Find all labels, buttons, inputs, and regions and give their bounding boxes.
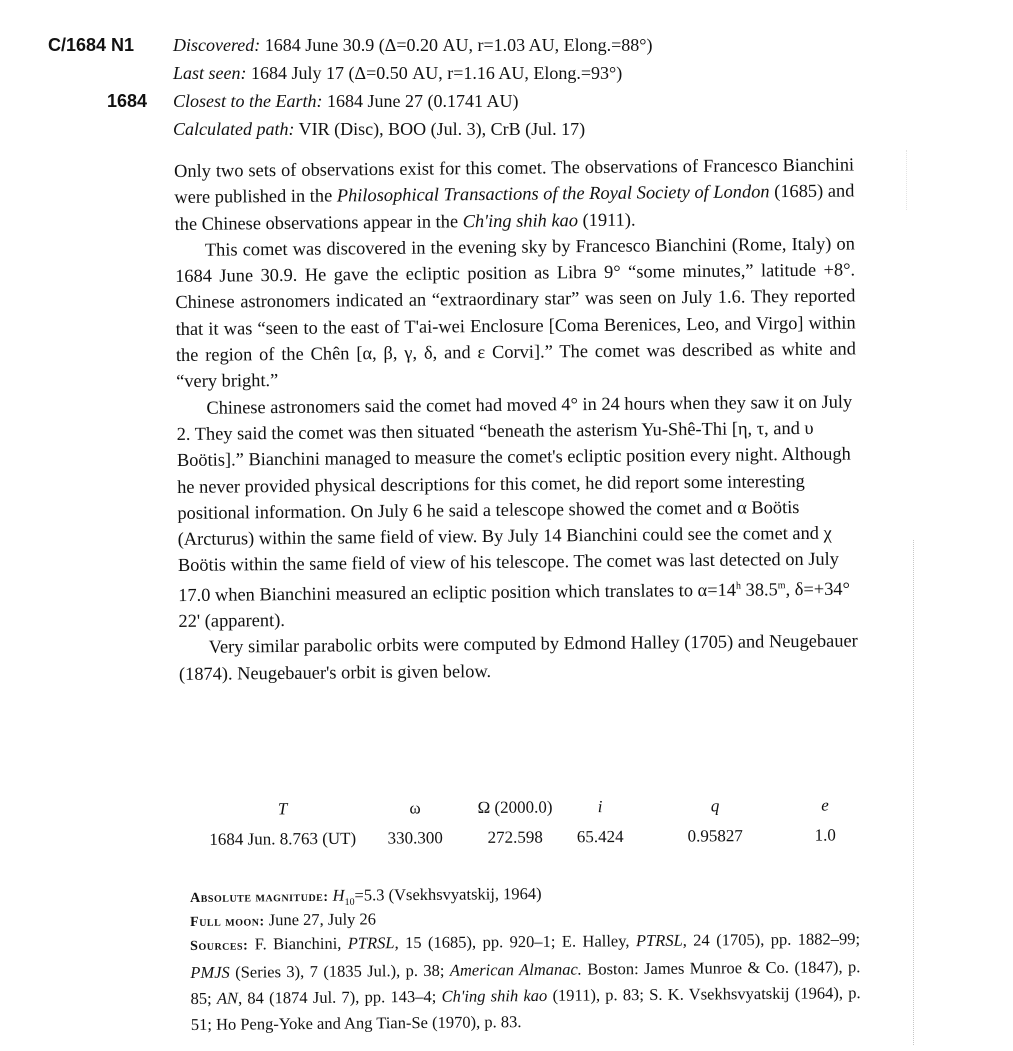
path-label: Calculated path: — [173, 119, 295, 139]
closest-value: 1684 June 27 (0.1741 AU) — [327, 91, 519, 111]
orbit-header-row — [190, 795, 860, 830]
p3-hour-sup: h — [735, 580, 741, 592]
abs-mag-subscript: 10 — [344, 896, 355, 908]
orbit-cell-i: 65.424 — [576, 826, 624, 847]
paragraph-1 — [174, 151, 855, 236]
full-moon-label: Full moon: — [190, 914, 265, 930]
last-seen-line — [173, 63, 622, 84]
last-seen-label: Last seen: — [173, 63, 247, 83]
orbit-header-q: q — [710, 796, 720, 816]
sources-text-4: (Series 3), 7 (1835 Jul.), p. 38; — [229, 960, 450, 982]
p1-text-c: (1911). — [577, 209, 636, 230]
sources-text-7: (1911), p. 83; S. K. Vsekhsvyatskij (1964), p. 51; Ho Peng-Yoke and Ang Tian-Se (1970), p. 83. — [190, 983, 861, 1034]
orbit-header-i: i — [597, 797, 603, 817]
p3-text-a: Chinese astronomers said the comet had moved 4° in 24 hours when they saw it on July 2. They said the comet was then situated “beneath the asterism Yu-Shê-Thi [η, τ, and υ Boötis].” Bianchini managed to measure the comet's ecliptic position every night. Although he never provided physical descriptions for this comet, he did report some interesting positional information. On July 6 he said a telescope showed the comet and α Boötis (Arcturus) within the same field of view. By July 14 Bianchini could see the comet and χ Boötis within the same field of view of his telescope. The comet was last detected on July 17.0 when Bianchini measured an ecliptic position which translates to α=14 — [176, 391, 853, 605]
orbit-table — [190, 795, 860, 860]
paragraph-4: Very similar parabolic orbits were computed by Edmond Halley (1705) and Neugebauer (1874). Neugebauer's orbit is given below. — [178, 630, 858, 684]
p3-text-b: 38.5 — [740, 579, 778, 600]
sources-pmjs: PMJS — [190, 962, 230, 982]
absolute-magnitude-value: =5.3 (Vsekhsvyatskij, 1964) — [354, 883, 542, 905]
path-line — [173, 119, 585, 140]
closest-line — [173, 91, 519, 112]
body-text — [174, 151, 859, 687]
orbit-cell-omega: 330.300 — [387, 828, 443, 848]
p1-text-a: Only two sets of observations exist for this comet. The observations of Francesco Bianchini were published in the — [174, 154, 855, 208]
abs-mag-symbol: H — [332, 885, 345, 905]
sources-label: Sources: — [190, 938, 249, 954]
orbit-header-omega: ω — [409, 798, 421, 818]
sources-american-almanac: American Almanac. — [449, 959, 582, 980]
sources-text-5: Boston: James Munroe & Co. (1847), p. 85; — [190, 957, 861, 1008]
orbit-cell-node: 272.598 — [487, 827, 543, 847]
sources-block — [190, 926, 861, 1038]
discovered-value: 1684 June 30.9 (Δ=0.20 AU, r=1.03 AU, Elong.=88°) — [264, 35, 653, 55]
sources-ching-shih-kao: Ch'ing shih kao — [441, 985, 548, 1006]
discovered-label: Discovered: — [173, 35, 261, 55]
p3-text-c: , δ=+34° 22' (apparent). — [178, 578, 850, 632]
sources-an: AN — [216, 988, 239, 1008]
discovered-line — [173, 35, 653, 56]
p1-source-title: Ch'ing shih kao — [462, 209, 579, 231]
path-value: VIR (Disc), BOO (Jul. 3), CrB (Jul. 17) — [298, 119, 586, 139]
orbit-header-node: Ω (2000.0) — [477, 797, 553, 817]
orbit-cell-q: 0.95827 — [687, 826, 743, 846]
sources-text-3: , 24 (1705), pp. 1882–99; — [682, 929, 861, 950]
orbit-cell-T: 1684 Jun. 8.763 (UT) — [209, 828, 357, 849]
absolute-magnitude-label: Absolute magnitude: — [190, 889, 329, 906]
orbit-cell-e: 1.0 — [814, 825, 836, 845]
sources-text-6: , 84 (1874 Jul. 7), pp. 143–4; — [237, 986, 442, 1008]
comet-year: 1684 — [107, 91, 148, 111]
sources-ptrsl-2: PTRSL — [635, 930, 683, 951]
scan-edge-speckle-top — [906, 150, 908, 210]
scan-edge-speckle — [913, 540, 916, 1045]
last-seen-value: 1684 July 17 (Δ=0.50 AU, r=1.16 AU, Elong.=93°) — [251, 63, 623, 83]
p3-minute-sup: m — [777, 579, 786, 591]
full-moon-value: June 27, July 26 — [268, 909, 377, 930]
paragraph-2: This comet was discovered in the evening sky by Francesco Bianchini (Rome, Italy) on 1684 June 30.9. He gave the ecliptic position as Libra 9° “some minutes,” latitude +8°. Chinese astronomers indicated an “extraordinary star” was seen on July 1.6. They reported that it was “seen to the east of T'ai-wei Enclosure [Coma Berenices, Leo, and Virgo] within the region of the Chên [α, β, γ, δ, and ε Corvi].” The comet was described as white and “very bright.” — [175, 233, 856, 392]
p1-text-b: (1685) and the Chinese observations appear in the — [174, 180, 855, 234]
sources-text-1: F. Bianchini, — [254, 933, 348, 954]
sources-text-2: , 15 (1685), pp. 920–1; E. Halley, — [394, 931, 637, 953]
table-row — [190, 825, 860, 860]
closest-label: Closest to the Earth: — [173, 91, 323, 111]
p1-journal-title: Philosophical Transactions of the Royal Society of London — [336, 181, 770, 206]
sources-ptrsl-1: PTRSL — [347, 933, 395, 953]
orbit-header-e: e — [821, 795, 829, 815]
orbit-header-T: T — [277, 799, 288, 819]
paragraph-3 — [176, 388, 858, 634]
comet-designation: C/1684 N1 — [48, 35, 135, 55]
